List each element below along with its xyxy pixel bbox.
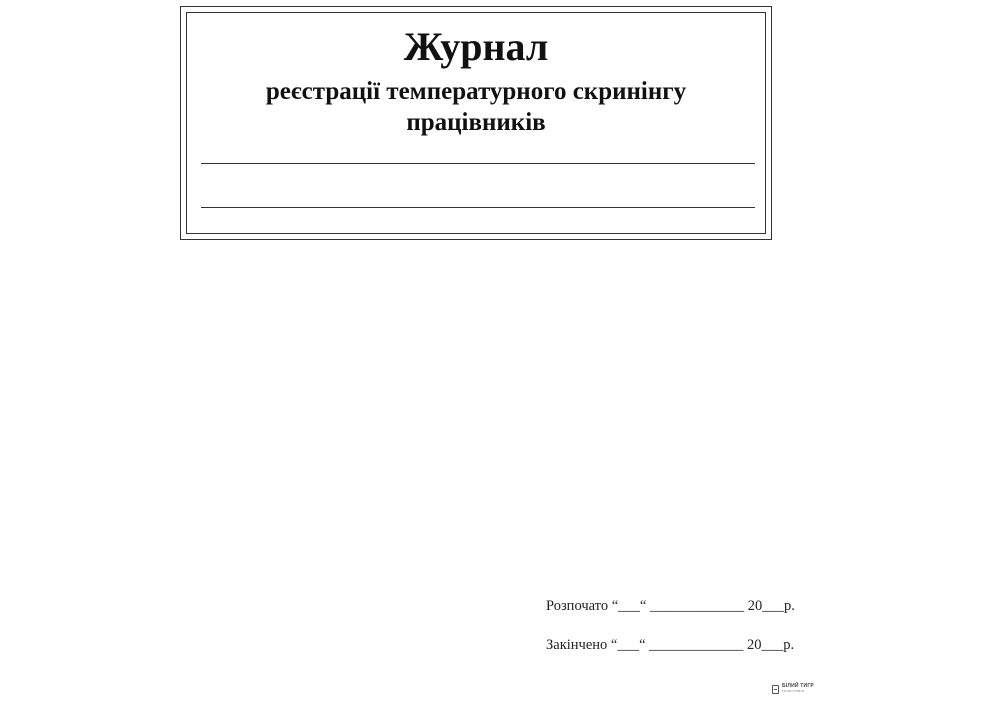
end-date-line: Закінчено “___“ _____________ 20___р. bbox=[546, 637, 795, 653]
publisher-name: БІЛИЙ ТИГР bbox=[782, 683, 814, 689]
document-subtitle-line-2: працівників bbox=[406, 109, 546, 136]
title-frame bbox=[180, 6, 772, 240]
blank-fill-line bbox=[201, 207, 755, 208]
start-date-line: Розпочато “___“ _____________ 20___р. bbox=[546, 598, 795, 614]
document-title: Журнал bbox=[403, 24, 549, 69]
publisher-logo bbox=[772, 684, 814, 694]
publisher-logo-text bbox=[782, 684, 814, 694]
blank-fill-line bbox=[201, 163, 755, 164]
title-frame-inner bbox=[186, 12, 766, 234]
publisher-tagline: ТИПОГРАФІЯ bbox=[782, 689, 805, 693]
publisher-logo-icon bbox=[772, 685, 779, 694]
document-subtitle-line-1: реєстрації температурного скринінгу bbox=[265, 78, 687, 105]
